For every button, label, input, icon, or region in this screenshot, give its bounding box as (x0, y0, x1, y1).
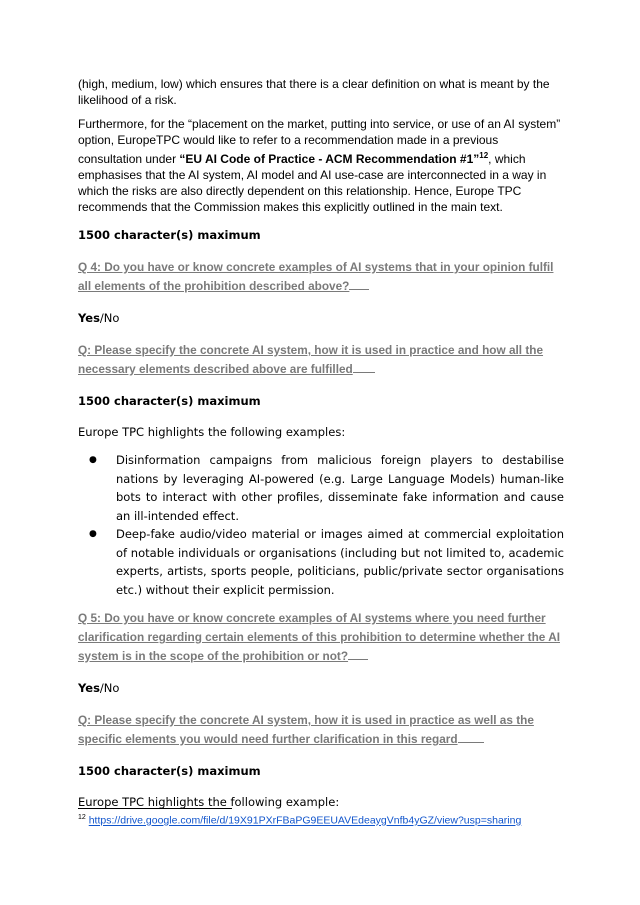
question-4 (78, 258, 564, 296)
answer-no[interactable]: /No (99, 311, 120, 325)
yes-no-answer (78, 310, 564, 327)
answer-yes[interactable]: Yes (78, 681, 100, 695)
paragraph-placement (78, 116, 564, 215)
paragraph-placement-text: Furthermore, for the “placement on the market, putting into service, or use of an AI system” option, EuropeTPC would like to refer to a recommendation made in a previous consultation under (78, 117, 561, 166)
footnote-ref[interactable]: 12 (479, 151, 489, 160)
footnote (78, 814, 521, 827)
question-5-specify-text: Q: Please specify the concrete AI system, how it is used in practice as well as the specific elements you would need further clarification in this regard (78, 713, 534, 746)
list-item: ● Disinformation campaigns from malicious foreign players to destabilise nations by leveraging AI-powered (e.g. Large Language Models) human-like bots to interact with other profiles, disseminate fake information and cause an ill-intended effect. (116, 451, 564, 525)
question-5-specify (78, 711, 564, 749)
answer-yes[interactable]: Yes (78, 311, 100, 325)
question-4-text: Q 4: Do you have or know concrete examples of AI systems that in your opinion fulfil all elements of the prohibition described above? (78, 260, 554, 293)
paragraph-placement-text-2: , which emphasises that the AI system, AI model and AI use-case are interconnected in a way in which the risks are also directly dependent on this relationship. Hence, Europe TPC recommends that the Commission makes this explicitly outlined in the main text. (78, 152, 547, 214)
answer-no[interactable]: /No (99, 681, 120, 695)
paragraph-likelihood: (high, medium, low) which ensures that there is a clear definition on what is meant by the likelihood of a risk. (78, 77, 550, 107)
char-limit-label: 1500 character(s) maximum (78, 228, 261, 242)
document-page (78, 76, 564, 811)
acm-recommendation-title: “EU AI Code of Practice - ACM Recommendation #1” (179, 152, 480, 166)
footnote-divider (78, 808, 232, 809)
yes-no-answer (78, 680, 564, 697)
examples-list (78, 451, 564, 599)
question-4-specify (78, 341, 564, 379)
question-4-specify-text: Q: Please specify the concrete AI system, how it is used in practice and how all the necessary elements described above are fulfilled (78, 343, 544, 376)
char-limit-label: 1500 character(s) maximum (78, 764, 261, 778)
examples-intro: Europe TPC highlights the following examples: (78, 425, 346, 439)
question-5-text: Q 5: Do you have or know concrete examples of AI systems where you need further clarification regarding certain elements of this prohibition to determine whether the AI system is in the scope of the prohibition or not? (78, 611, 560, 663)
char-limit-label: 1500 character(s) maximum (78, 394, 261, 408)
footnote-link[interactable]: https://drive.google.com/file/d/19X91PXrFBaPG9EEUAVEdeaygVnfb4yGZ/view?usp=sharing (88, 814, 522, 827)
example-intro: Europe TPC highlights the following example: (78, 795, 340, 809)
list-item: ● Deep-fake audio/video material or images aimed at commercial exploitation of notable individuals or organisations (including but not limited to, academic experts, artists, sports people, politicians, public/private sector organisations etc.) without their explicit permission. (116, 525, 564, 599)
footnote-number: 12 (78, 814, 86, 821)
question-5 (78, 609, 564, 666)
